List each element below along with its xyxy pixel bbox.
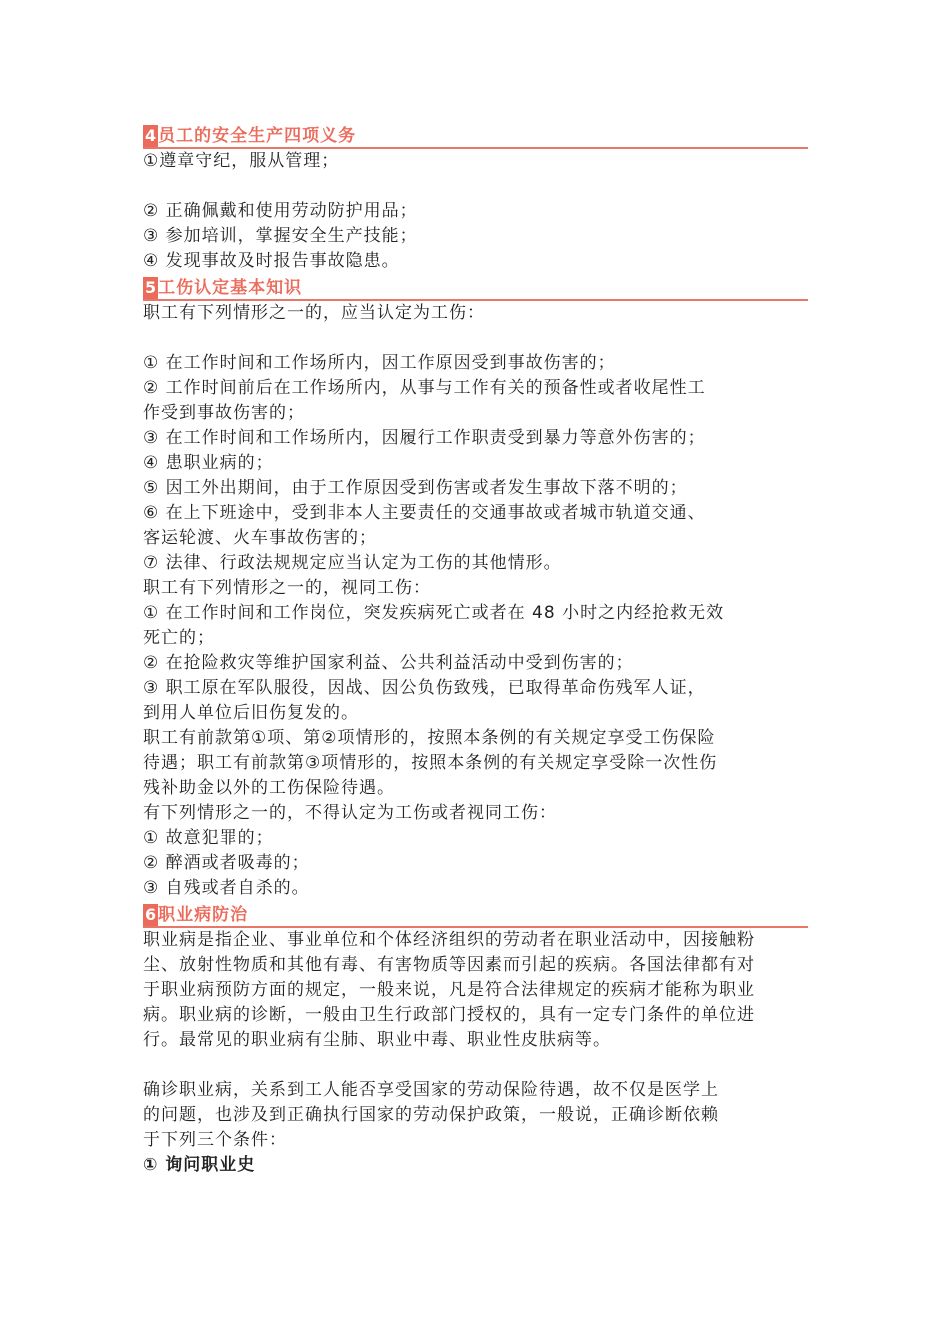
section-body-6 [143, 928, 808, 1178]
document-page [143, 122, 808, 1178]
section-title: 工伤认定基本知识 [158, 278, 303, 298]
blank-line [143, 174, 808, 199]
text-line: ① 故意犯罪的； [143, 828, 274, 848]
section-title: 职业病防治 [158, 905, 249, 925]
section-heading-4 [143, 122, 808, 149]
subheading-line: ① 询问职业史 [143, 1155, 256, 1175]
text-line: ③ 参加培训，掌握安全生产技能； [143, 226, 418, 246]
text-line: ③ 自残或者自杀的。 [143, 878, 310, 898]
text-line: 于下列三个条件： [143, 1130, 287, 1150]
text-line: 职业病是指企业、事业单位和个体经济组织的劳动者在职业活动中，因接触粉 [143, 930, 755, 950]
text-line: ③ 职工原在军队服役，因战、因公负伤致残，已取得革命伤残军人证， [143, 678, 706, 698]
section-number-badge: 4 [145, 126, 157, 145]
text-line: 尘、放射性物质和其他有毒、有害物质等因素而引起的疾病。各国法律都有对 [143, 955, 755, 975]
text-line: 职工有下列情形之一的，应当认定为工伤： [143, 303, 485, 323]
text-line: ⑤ 因工外出期间，由于工作原因受到伤害或者发生事故下落不明的； [143, 478, 688, 498]
section-body-5 [143, 301, 808, 901]
text-line: ② 正确佩戴和使用劳动防护用品； [143, 201, 418, 221]
text-line: ② 工作时间前后在工作场所内，从事与工作有关的预备性或者收尾性工 [143, 378, 706, 398]
text-line: 行。最常见的职业病有尘肺、职业中毒、职业性皮肤病等。 [143, 1030, 611, 1050]
text-line: ② 在抢险救灾等维护国家利益、公共利益活动中受到伤害的； [143, 653, 634, 673]
text-line: 作受到事故伤害的； [143, 403, 305, 423]
blank-line [143, 1053, 808, 1078]
text-line: 待遇；职工有前款第③项情形的，按照本条例的有关规定享受除一次性伤 [143, 753, 718, 773]
text-line: 客运轮渡、火车事故伤害的； [143, 528, 377, 548]
text-line: 有下列情形之一的，不得认定为工伤或者视同工伤： [143, 803, 557, 823]
text-line: ⑥ 在上下班途中，受到非本人主要责任的交通事故或者城市轨道交通、 [143, 503, 706, 523]
text-line: 的问题，也涉及到正确执行国家的劳动保护政策，一般说，正确诊断依赖 [143, 1105, 719, 1125]
text-line: 残补助金以外的工伤保险待遇。 [143, 778, 395, 798]
text-line: ④ 发现事故及时报告事故隐患。 [143, 251, 400, 271]
text-line: ①遵章守纪，服从管理； [143, 151, 340, 171]
text-line: 职工有下列情形之一的，视同工伤： [143, 578, 431, 598]
text-line: 确诊职业病，关系到工人能否享受国家的劳动保险待遇，故不仅是医学上 [143, 1080, 719, 1100]
text-line: 职工有前款第①项、第②项情形的，按照本条例的有关规定享受工伤保险 [143, 728, 716, 748]
text-line: ⑦ 法律、行政法规规定应当认定为工伤的其他情形。 [143, 553, 562, 573]
text-line: 于职业病预防方面的规定，一般来说，凡是符合法律规定的疾病才能称为职业 [143, 980, 755, 1000]
text-line: ③ 在工作时间和工作场所内，因履行工作职责受到暴力等意外伤害的； [143, 428, 706, 448]
section-body-4 [143, 149, 808, 274]
section-number-badge: 5 [145, 278, 157, 297]
text-line: 死亡的； [143, 628, 215, 648]
text-line: ① 在工作时间和工作岗位，突发疾病死亡或者在 48 小时之内经抢救无效 [143, 603, 725, 623]
text-line: ② 醉酒或者吸毒的； [143, 853, 310, 873]
text-line: ④ 患职业病的； [143, 453, 274, 473]
section-number-badge: 6 [145, 905, 157, 924]
section-heading-5 [143, 274, 808, 301]
text-line: 病。职业病的诊断，一般由卫生行政部门授权的，具有一定专门条件的单位进 [143, 1005, 755, 1025]
blank-line [143, 326, 808, 351]
section-title: 员工的安全生产四项义务 [158, 126, 357, 146]
text-line: 到用人单位后旧伤复发的。 [143, 703, 359, 723]
text-line: ① 在工作时间和工作场所内，因工作原因受到事故伤害的； [143, 353, 616, 373]
section-heading-6 [143, 901, 808, 928]
